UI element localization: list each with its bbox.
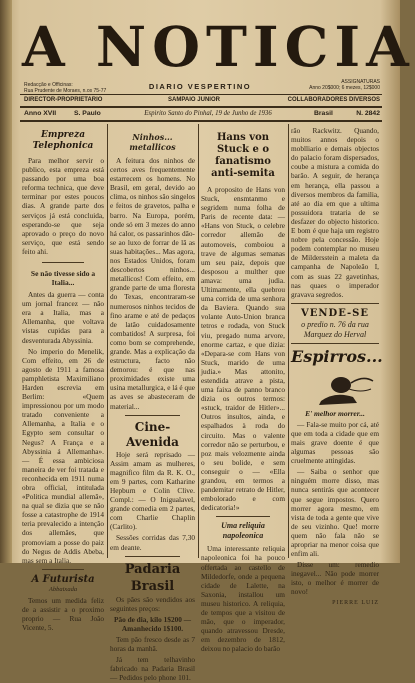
article-title-reliquia: Uma reliquia napoleonica: [221, 521, 265, 541]
article-divider: [125, 556, 180, 557]
espirros-text-1: — Fala-se muito por cá, até que em toda a cidade que em mais grave doente é que algumas pessoas são cruelmente attingidas.: [291, 419, 379, 466]
column-3: [201, 126, 285, 654]
article-title-ninhos: Ninhos... metallicos: [129, 132, 176, 152]
ad-vende-se-line1: o predio n. 76 da rua: [301, 319, 369, 329]
column-rule-3: [288, 124, 289, 558]
espirros-text-3: Disse um: remedio inegavel... Não pode morrer isto, o melhor é morrer de novo!: [291, 560, 379, 597]
article-divider: [216, 516, 270, 517]
director-label: DIRECTOR-PROPRIETARIO: [24, 97, 103, 103]
espirros-caption: E' melhor morrer...: [305, 408, 365, 418]
article-text-rackwitz: rão Rackwitz. Quando, muitos annos depois o moblliario e demais objectos do palacio foram dispersados, coube a mistura a comida do barão. A seguir, de herança em herança, ella passou a diversos membros da familia, até ao dia em que a ultima possuidora trataria de se desfazer do objecto historico. E bom é que haja um registro nobre pela concessão. Hoje podem contemplar no museu de Mildersstein a maleta da campanha de Napoleão I, com as suas 22 gavetinhas, nas quaes o imperador gravava segredos.: [291, 126, 379, 299]
column-2: [110, 126, 195, 683]
column-1: [22, 126, 104, 633]
ad-vende-se-title: VENDE-SE: [301, 307, 369, 319]
redaction-address: Rua Prudente de Moraes, n.os 75-77: [24, 88, 107, 94]
article-text-cine-2: Sessões corridas das 7,30 em deante.: [110, 533, 195, 552]
column-rule-2: [198, 124, 199, 558]
issue-line: [24, 108, 380, 119]
article-title-hans: Hans von Stuck e o fanatismo anti-semita: [211, 132, 275, 179]
article-title-espirros: Espirros...: [291, 346, 383, 366]
article-text-hans: A proposito de Hans von Stuck, ensmtanmo e segridem numa folha de Paris de recente data: — «Hans von Stuck, o celebre corredor allemão de automoveis, comboiou a trave de algumas semanas um seu paiz, depois que desposou a multher que amava: uma judia. Ultimamente, ella quebrou uma corrida de uma senhora da Baviera. Quando sua volante Auto-Union branca tetros e rodada, von Stuck viu, pregado numa arvore, enorme cartaz, e que dizia: «Depara-se com Hans von Stuck, marido de uma judia.» Mas attonito, estendida atrave a pista, uma faixa de panno branco dizia os outros termos: «stuck, traidor de Hitler»... Outros insultos, ainda, e espalhados à roda do circuito. Mas o valente corredor não se perturbou, e poz mais velozmente ainda o seu bolide, e sem conseguir o — «Ella grandou, em termos a pandemitar retrato de Hitler, embolorado e com dedicatoria!»: [201, 185, 285, 513]
article-divider: [42, 262, 84, 263]
article-text-reliquia: Uma interessante reliquia napoleonica foi ha pouco offertada ao castello de Mildedorfe, onde a pequena cidade de Lalette, na Saxonia, installou um museu historico. A reliquia, de tempos que a visitou de mão, que o imperador, quando atravessou Dresde, em dezembro de 1812, deixou no palacio do barão: [201, 544, 285, 654]
article-text-padaria-3: Tem pão fresco desde as 7 horas da manhã.: [110, 635, 195, 654]
article-title-cine: Cine-Avenida: [126, 419, 179, 449]
ad-vende-se-line2: Marquez do Herval: [303, 329, 367, 339]
issue-city: S. Paulo: [74, 110, 101, 117]
sneeze-illustration: [291, 367, 379, 407]
sneeze-figure-icon: [291, 367, 379, 407]
article-text-cine-1: Hoje será reprisado — Assim amam as mulheres, magnifico film da R. K. O., em 9 partes, com Katharine Hepburn e Colin Clive. Compl.: — O Inigualavel, grande comedia em 2 partes, com Charlie Chaplin (Carlito).: [110, 449, 195, 532]
masthead-title: A NOTICIA: [22, 14, 415, 79]
article-divider: [125, 415, 180, 416]
espirros-signature: PIERRE LUIZ: [332, 599, 379, 606]
issue-rule-bottom: [20, 120, 382, 122]
article-subtitle-futurista: Abbaixada: [48, 585, 78, 593]
director-bar: [24, 96, 380, 105]
article-text-padaria-1: Os pães são vendidos aos seguintes preços:: [110, 594, 195, 613]
director-name: SAMPAIO JUNIOR: [168, 97, 220, 103]
article-title-futurista: A Futurista: [31, 573, 95, 585]
issue-number: N. 2842: [356, 110, 380, 117]
header-left: [24, 82, 134, 94]
header-right: [268, 79, 380, 91]
article-text-empreza: Para melhor servir o publico, esta empreza está passando por uma boa reforma technica, que deve terminar por estes poucos dias. A grande parte dos serviços já está concluida, esperando-se que seja aprovado o preço do novo serviço, que está sendo feito ahi.: [22, 156, 104, 256]
article-title-padaria: Padaria Brasil: [124, 561, 181, 594]
redaction-label: Redacção e Officinas:: [24, 82, 73, 88]
diario-vespertino: DIARIO VESPERTINO: [148, 82, 252, 91]
column-rule-1: [107, 124, 108, 558]
header-rule: [20, 94, 382, 95]
article-title-italia: Se não tivesse sido a Italia...: [30, 269, 96, 288]
ad-rule-top: [291, 303, 379, 304]
issue-country: Brasil: [314, 110, 333, 117]
article-text-futurista: Temos um medida feliz de a assistir a o proximo proprio — Rua João Vicente, 5.: [22, 595, 104, 633]
issue-date: Espirito Santo do Pinhal, 19 de Junho de 1936: [144, 110, 272, 117]
article-text-ninhos: A feitura dos ninhos de certos aves frequentemente estarrecem os homens. No Brasil, em geral, devido ao clima, os ninhos são singelos e feitos de gravetos, palha e barro. Na Europa, porém, onde só em 3 mezes do anno há calor, os passarinhos dão-se ao luxo de forrar de lã as suas habitações... Mas agora, nos Estados Unidos, foram descobertos ninhos... metallicos! Com effeito, em grande parte de uma floresta do Texas, encontraram-se numerosos ninhos tecidos de fino arame e até de pedaços de latão cuidadosamente combatidos! A surpresa, foi como bom se comprehende, grande. Mas a explicação da estructura, facto não demorou: é que nas proximidades existe uma usina metallurgica, e lá é que as aves se abasteceram de material...: [110, 156, 195, 411]
article-title-empreza: Empreza Telephonica: [32, 130, 94, 151]
article-text-padaria-4: Já tem telhavinho fabricado na Padaria Brasil — Pedidos pelo phone 101.: [110, 655, 195, 683]
issue-year: Anno XVII: [24, 110, 57, 117]
column-4: [291, 126, 383, 606]
espirros-text-2: — Saiba o senhor que ninguém morre disso, mas nunca sentirás que acontecer que segue impostos. Quero morrer agora mesmo, em vista de toda a gente que vive de seu vizinho. Que! morre quem não fala não se apropriar na menor coisa que enfim ali.: [291, 467, 379, 559]
ad-rule-bottom: [291, 343, 379, 344]
collaborators-label: COLLABORADORES DIVERSOS: [287, 97, 380, 103]
article-text-italia-1: Antes da guerra — conta um jornal francez — não era a Italia, mas a Allemanha, que voltava vistas cupidas para a desventurada Abyssinia.: [22, 290, 104, 345]
article-text-italia-2: No imperio do Menelik, Com effeito, em 26 de agosto de 1911 a famosa pamphletista Maximiliano Harden escrevia em Berlim: «Quem impressionou por um modo tratado conveniente a Allemanha, a Italia e o Egypto sem consultar o Negus? A França e a Abyssinia á Allemanha». — É essa ambiciosa maneira de ver foi tratada e reconhecida em 1911 numa obra official, intitulada «Politica mundial allemã», na qual se dizia que se não fosse a catastrophe de 1914 teria prevalecido a intenção dos allemães, que promoviam a posse do paiz do Negus de Addis Abeba, mas sem a Italia.: [22, 346, 104, 565]
subscriptions-label: ASSIGNATURAS: [341, 79, 380, 85]
article-text-padaria-2: Pão de dia, kilo 1$200 — Amanhecido 1$100.: [113, 614, 192, 633]
article-divider: [42, 569, 84, 570]
subscriptions-prices: Anno 20$000; 6 mezes, 12$000: [309, 85, 380, 91]
